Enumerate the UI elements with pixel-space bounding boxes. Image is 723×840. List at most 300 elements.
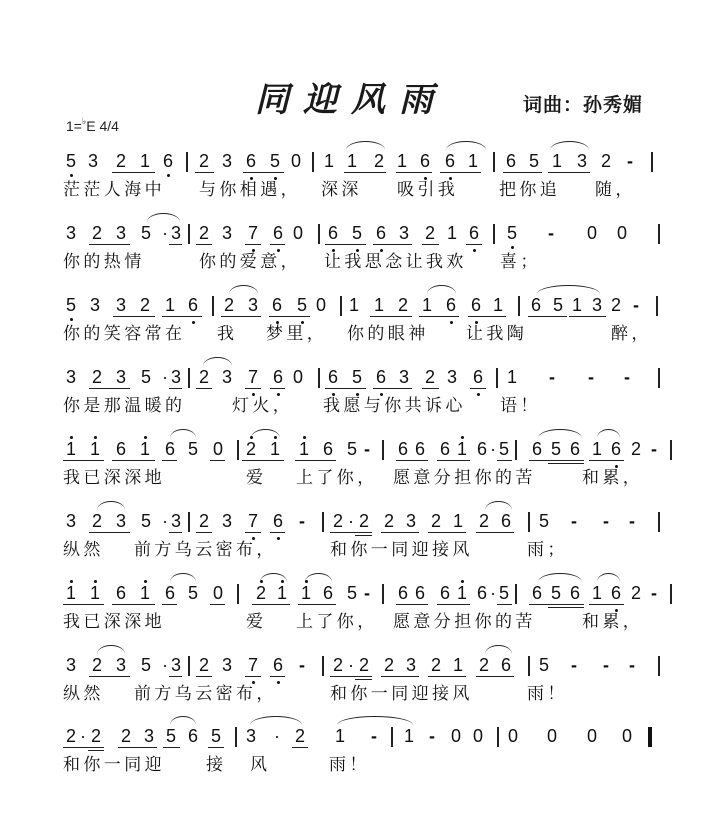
lyric-text: 纵 然 <box>63 540 101 559</box>
note: 1 <box>456 583 467 603</box>
note: 5 <box>140 367 151 387</box>
hold-dash: - <box>627 151 633 171</box>
beam-underline <box>112 172 155 173</box>
lyric-text: 纵 然 <box>63 684 101 703</box>
beam-underline <box>292 747 308 748</box>
note: 6 <box>327 367 338 387</box>
hold-dash: - <box>364 439 370 459</box>
beam-underline <box>503 172 542 173</box>
slur-mark <box>229 285 258 294</box>
note: 1 <box>89 439 100 459</box>
octave-dot-above <box>305 580 308 583</box>
augmentation-dot: · <box>348 511 354 531</box>
lyric-text: 让 我 思 念 让 我 欢 <box>324 252 464 271</box>
lyric-text: 前 方 乌 云 密 布 ， <box>134 540 274 559</box>
note: 5 <box>498 439 509 459</box>
note: 3 <box>65 367 76 387</box>
note: 7 <box>247 511 258 531</box>
octave-dot-above <box>461 436 464 439</box>
beam-underline <box>210 460 225 461</box>
note: 5 <box>296 295 307 315</box>
note: 1 <box>348 295 359 315</box>
note: 6 <box>322 583 333 603</box>
note: 6 <box>444 151 455 171</box>
hold-dash: - <box>364 583 370 603</box>
note: 2 <box>91 223 102 243</box>
beam-underline <box>195 172 214 173</box>
note: 3 <box>115 295 126 315</box>
note: 6 <box>272 367 283 387</box>
hold-dash: - <box>603 511 609 531</box>
beam-underline <box>428 676 466 677</box>
beam-underline <box>325 244 366 245</box>
beam-underline <box>330 532 372 533</box>
beam-underline <box>344 172 386 173</box>
note: 6 <box>414 583 425 603</box>
barline <box>496 368 498 388</box>
note: 1 <box>506 367 517 387</box>
note: 3 <box>115 655 126 675</box>
lyric-text: 深 深 <box>321 180 359 199</box>
note: 1 <box>452 511 463 531</box>
note: 2 <box>91 655 102 675</box>
note: 3 <box>143 726 154 746</box>
beam-underline <box>528 316 567 317</box>
note: 6 <box>610 439 621 459</box>
note: 1 <box>452 655 463 675</box>
note: 3 <box>89 295 100 315</box>
lyric-text: 和 你 一 同 迎 接 风 <box>330 684 470 703</box>
lyric-text: 和 你 一 同 迎 <box>63 755 162 774</box>
beam-underline <box>468 316 506 317</box>
note: 2 <box>630 439 641 459</box>
barline <box>188 368 190 388</box>
hold-dash: - <box>571 511 577 531</box>
beam-underline <box>295 460 336 461</box>
octave-dot-above <box>144 580 147 583</box>
hold-dash: - <box>633 295 639 315</box>
slur-mark <box>485 501 512 510</box>
note: 1 <box>346 151 357 171</box>
barline <box>188 656 190 676</box>
octave-dot-below <box>477 393 480 396</box>
music-system <box>0 438 723 498</box>
beam-underline <box>89 676 130 677</box>
barline <box>391 727 393 747</box>
note: 5 <box>351 367 362 387</box>
barline <box>237 440 239 460</box>
lyric-text: 上 了 你 ， <box>296 612 375 631</box>
note: 5 <box>165 726 176 746</box>
key-signature <box>66 118 119 134</box>
hold-dash: - <box>629 655 635 675</box>
note: 0 <box>586 223 597 243</box>
beam-underline <box>355 535 372 536</box>
note: 3 <box>221 151 232 171</box>
note: 1 <box>139 439 150 459</box>
slur-mark <box>485 645 512 654</box>
key-time: E 4/4 <box>86 118 119 134</box>
octave-dot-above <box>94 580 97 583</box>
beam-underline <box>162 460 177 461</box>
beam-underline <box>112 460 155 461</box>
note: 3 <box>221 367 232 387</box>
lyric-text: 吸 引 我 <box>397 180 455 199</box>
lyric-text: 醉 ， <box>611 324 649 343</box>
note: 2 <box>198 367 209 387</box>
note: 6 <box>397 583 408 603</box>
note: 1 <box>276 583 287 603</box>
slur-mark <box>97 501 125 510</box>
slur-mark <box>538 573 582 582</box>
note: 2 <box>397 295 408 315</box>
note: 2 <box>430 511 441 531</box>
augmentation-dot: · <box>162 511 168 531</box>
note: 6 <box>419 151 430 171</box>
note: 5 <box>552 295 563 315</box>
hold-dash: - <box>603 655 609 675</box>
octave-dot-below <box>70 174 73 177</box>
note: 7 <box>247 223 258 243</box>
note: 2 <box>198 223 209 243</box>
note: 0 <box>290 151 301 171</box>
lyric-text: 梦 里 ， <box>266 324 324 343</box>
note: 1 <box>334 726 345 746</box>
note: 2 <box>198 655 209 675</box>
augmentation-dot: · <box>162 655 168 675</box>
note: 1 <box>456 439 467 459</box>
barline <box>515 584 517 604</box>
octave-dot-above <box>250 436 253 439</box>
lyric-text: 你 的 笑 容 常 在 <box>63 324 183 343</box>
slur-mark <box>170 429 196 438</box>
octave-dot-above <box>461 580 464 583</box>
note: 3 <box>576 151 587 171</box>
beam-underline <box>270 388 285 389</box>
note: 2 <box>198 151 209 171</box>
note: 6 <box>327 223 338 243</box>
lyric-text: 我 愿 与 你 共 诉 心 <box>323 396 463 415</box>
lyric-text: 雨 ！ <box>329 755 367 774</box>
beam-underline <box>269 316 310 317</box>
note: 6 <box>439 439 450 459</box>
beam-underline <box>162 316 202 317</box>
beam-underline <box>169 676 182 677</box>
note: 6 <box>530 295 541 315</box>
key-prefix: 1= <box>66 118 82 134</box>
note: 3 <box>170 655 181 675</box>
note: 6 <box>500 655 511 675</box>
note: 5 <box>506 223 517 243</box>
hold-dash: - <box>299 511 305 531</box>
lyric-text: 把 你 追 <box>499 180 557 199</box>
slur-mark <box>446 141 486 150</box>
beam-underline <box>422 388 439 389</box>
slur-mark <box>597 429 620 438</box>
note: 7 <box>247 367 258 387</box>
beam-underline <box>396 172 432 173</box>
beam-underline <box>169 388 182 389</box>
beam-underline <box>162 604 177 605</box>
note: 1 <box>139 583 150 603</box>
note: 0 <box>507 726 518 746</box>
note: 1 <box>164 295 175 315</box>
slur-mark <box>538 429 582 438</box>
music-system <box>0 222 723 282</box>
note: 1 <box>446 223 457 243</box>
note: 1 <box>396 151 407 171</box>
note: 2 <box>478 511 489 531</box>
hold-dash: - <box>549 367 555 387</box>
slur-mark <box>550 141 589 150</box>
note: 2 <box>223 295 234 315</box>
barline <box>382 584 384 604</box>
octave-dot-below <box>70 318 73 321</box>
beam-underline <box>497 604 512 605</box>
beam-underline <box>112 604 155 605</box>
beam-underline <box>370 316 412 317</box>
note: 6 <box>245 151 256 171</box>
beam-underline <box>208 747 224 748</box>
note: 6 <box>531 583 542 603</box>
barline <box>515 440 517 460</box>
note: 1 <box>269 439 280 459</box>
note: 2 <box>120 726 131 746</box>
beam-underline <box>196 388 212 389</box>
slur-mark <box>170 716 196 725</box>
note: 1 <box>591 439 602 459</box>
note: 3 <box>65 223 76 243</box>
note: 0 <box>450 726 461 746</box>
lyric-text: 爱 <box>246 468 263 487</box>
note: 2 <box>115 151 126 171</box>
note: 6 <box>115 583 126 603</box>
slur-mark <box>170 573 196 582</box>
lyric-text: 我 已 深 深 地 <box>63 612 162 631</box>
note: 3 <box>65 655 76 675</box>
note: 3 <box>405 511 416 531</box>
octave-dot-above <box>94 436 97 439</box>
note: 5 <box>346 439 357 459</box>
beam-underline <box>437 460 470 461</box>
beam-underline <box>63 604 104 605</box>
note: 5 <box>65 295 76 315</box>
beam-underline <box>330 676 372 677</box>
note: 1 <box>139 151 150 171</box>
octave-dot-above <box>260 580 263 583</box>
note: 2 <box>424 367 435 387</box>
note: 0 <box>315 295 326 315</box>
note: 3 <box>221 223 232 243</box>
note: 5 <box>550 439 561 459</box>
barline <box>237 584 239 604</box>
beam-underline <box>270 676 285 677</box>
beam-underline <box>476 532 514 533</box>
octave-dot-below <box>167 174 170 177</box>
music-system <box>0 294 723 354</box>
barline <box>186 152 188 172</box>
beam-underline <box>113 316 155 317</box>
augmentation-dot: · <box>80 726 86 746</box>
note: 1 <box>403 726 414 746</box>
beam-underline <box>589 460 624 461</box>
note: 6 <box>162 151 173 171</box>
lyric-text: 我 <box>217 324 234 343</box>
lyric-text: 前 方 乌 云 密 布 ， <box>134 684 274 703</box>
lyric-text: 雨 ！ <box>527 684 565 703</box>
note: 1 <box>298 439 309 459</box>
lyric-text: 喜 ； <box>500 252 538 271</box>
note: 5 <box>65 151 76 171</box>
barline <box>322 512 324 532</box>
barline <box>651 152 653 172</box>
hold-dash: - <box>651 439 657 459</box>
note: 0 <box>472 726 483 746</box>
slur-mark <box>597 573 620 582</box>
note: 3 <box>170 223 181 243</box>
lyric-text: 你 是 那 温 暖 的 <box>63 396 183 415</box>
note: 0 <box>616 223 627 243</box>
augmentation-dot: · <box>490 439 496 459</box>
augmentation-dot: · <box>162 223 168 243</box>
barline <box>528 656 530 676</box>
music-system <box>0 654 723 714</box>
composer-credit: 词曲：孙秀媚 <box>523 95 644 116</box>
beam-underline <box>470 388 486 389</box>
beam-underline <box>169 244 182 245</box>
hold-dash: - <box>299 655 305 675</box>
lyric-text: 和 你 一 同 迎 接 风 <box>330 540 470 559</box>
octave-dot-above <box>70 580 73 583</box>
octave-dot-below <box>473 249 476 252</box>
note: 1 <box>89 583 100 603</box>
note: 6 <box>164 439 175 459</box>
hold-dash: - <box>429 726 435 746</box>
note: 2 <box>65 726 76 746</box>
beam-underline <box>381 532 419 533</box>
note: 2 <box>358 655 369 675</box>
note: 0 <box>292 367 303 387</box>
note: · <box>274 726 280 746</box>
octave-dot-above <box>144 436 147 439</box>
note: 3 <box>170 367 181 387</box>
beam-underline <box>422 244 439 245</box>
note: 6 <box>164 583 175 603</box>
lyric-text: 接 <box>206 755 223 774</box>
barline <box>382 440 384 460</box>
octave-dot-below <box>450 321 453 324</box>
beam-underline <box>89 388 130 389</box>
note: 3 <box>245 726 256 746</box>
note: 2 <box>332 655 343 675</box>
slur-mark <box>97 645 125 654</box>
note: 1 <box>492 295 503 315</box>
note: 1 <box>323 151 334 171</box>
note: 5 <box>269 151 280 171</box>
beam-underline <box>437 604 470 605</box>
barline <box>318 368 320 388</box>
note: 5 <box>498 583 509 603</box>
barline <box>188 224 190 244</box>
note: 3 <box>405 655 416 675</box>
note: 6 <box>414 439 425 459</box>
beam-underline <box>63 747 104 748</box>
note: 2 <box>332 511 343 531</box>
note: 6 <box>272 655 283 675</box>
note: 2 <box>255 583 266 603</box>
note: 0 <box>621 726 632 746</box>
beam-underline <box>270 532 285 533</box>
note: 6 <box>476 583 487 603</box>
beam-underline <box>242 460 284 461</box>
barline <box>322 656 324 676</box>
beam-underline <box>196 532 212 533</box>
note: 6 <box>271 295 282 315</box>
lyric-text: 雨 ； <box>527 540 565 559</box>
beam-underline <box>210 604 225 605</box>
music-system <box>0 725 723 785</box>
hold-dash: - <box>624 367 630 387</box>
augmentation-dot: · <box>162 367 168 387</box>
octave-dot-above <box>274 436 277 439</box>
beam-underline <box>245 244 261 245</box>
beam-underline <box>373 388 412 389</box>
note: 1 <box>300 583 311 603</box>
note: 1 <box>421 295 432 315</box>
beam-underline <box>196 676 212 677</box>
note: 2 <box>198 511 209 531</box>
octave-dot-above <box>303 436 306 439</box>
beam-underline <box>396 604 428 605</box>
beam-underline <box>497 460 512 461</box>
note: 6 <box>445 295 456 315</box>
note: 6 <box>470 295 481 315</box>
note: 5 <box>346 583 357 603</box>
slur-mark <box>346 141 385 150</box>
slur-mark <box>305 573 332 582</box>
augmentation-dot: · <box>348 655 354 675</box>
lyric-text: 和 累 ， <box>582 468 640 487</box>
beam-underline <box>548 607 584 608</box>
note: 6 <box>272 223 283 243</box>
music-system <box>0 510 723 570</box>
barline <box>528 512 530 532</box>
beam-underline <box>381 676 419 677</box>
lyric-text: 爱 <box>246 612 263 631</box>
lyric-text: 随 ， <box>595 180 633 199</box>
note: 2 <box>91 367 102 387</box>
octave-dot-below <box>277 537 280 540</box>
beam-underline <box>270 244 285 245</box>
note: 1 <box>65 583 76 603</box>
note: 5 <box>351 223 362 243</box>
note: 5 <box>210 726 221 746</box>
note: 5 <box>140 511 151 531</box>
lyric-text: 语 ！ <box>500 396 538 415</box>
lyric-text: 我 已 深 深 地 <box>63 468 162 487</box>
slur-mark <box>203 357 232 366</box>
note: 6 <box>187 295 198 315</box>
note: 6 <box>322 439 333 459</box>
octave-dot-below <box>511 246 514 249</box>
note: 2 <box>91 511 102 531</box>
augmentation-dot: · <box>490 583 496 603</box>
note: 3 <box>221 511 232 531</box>
note: 5 <box>538 655 549 675</box>
note: 0 <box>212 439 223 459</box>
barline <box>188 512 190 532</box>
lyric-text: 灯 火 ， <box>232 396 290 415</box>
